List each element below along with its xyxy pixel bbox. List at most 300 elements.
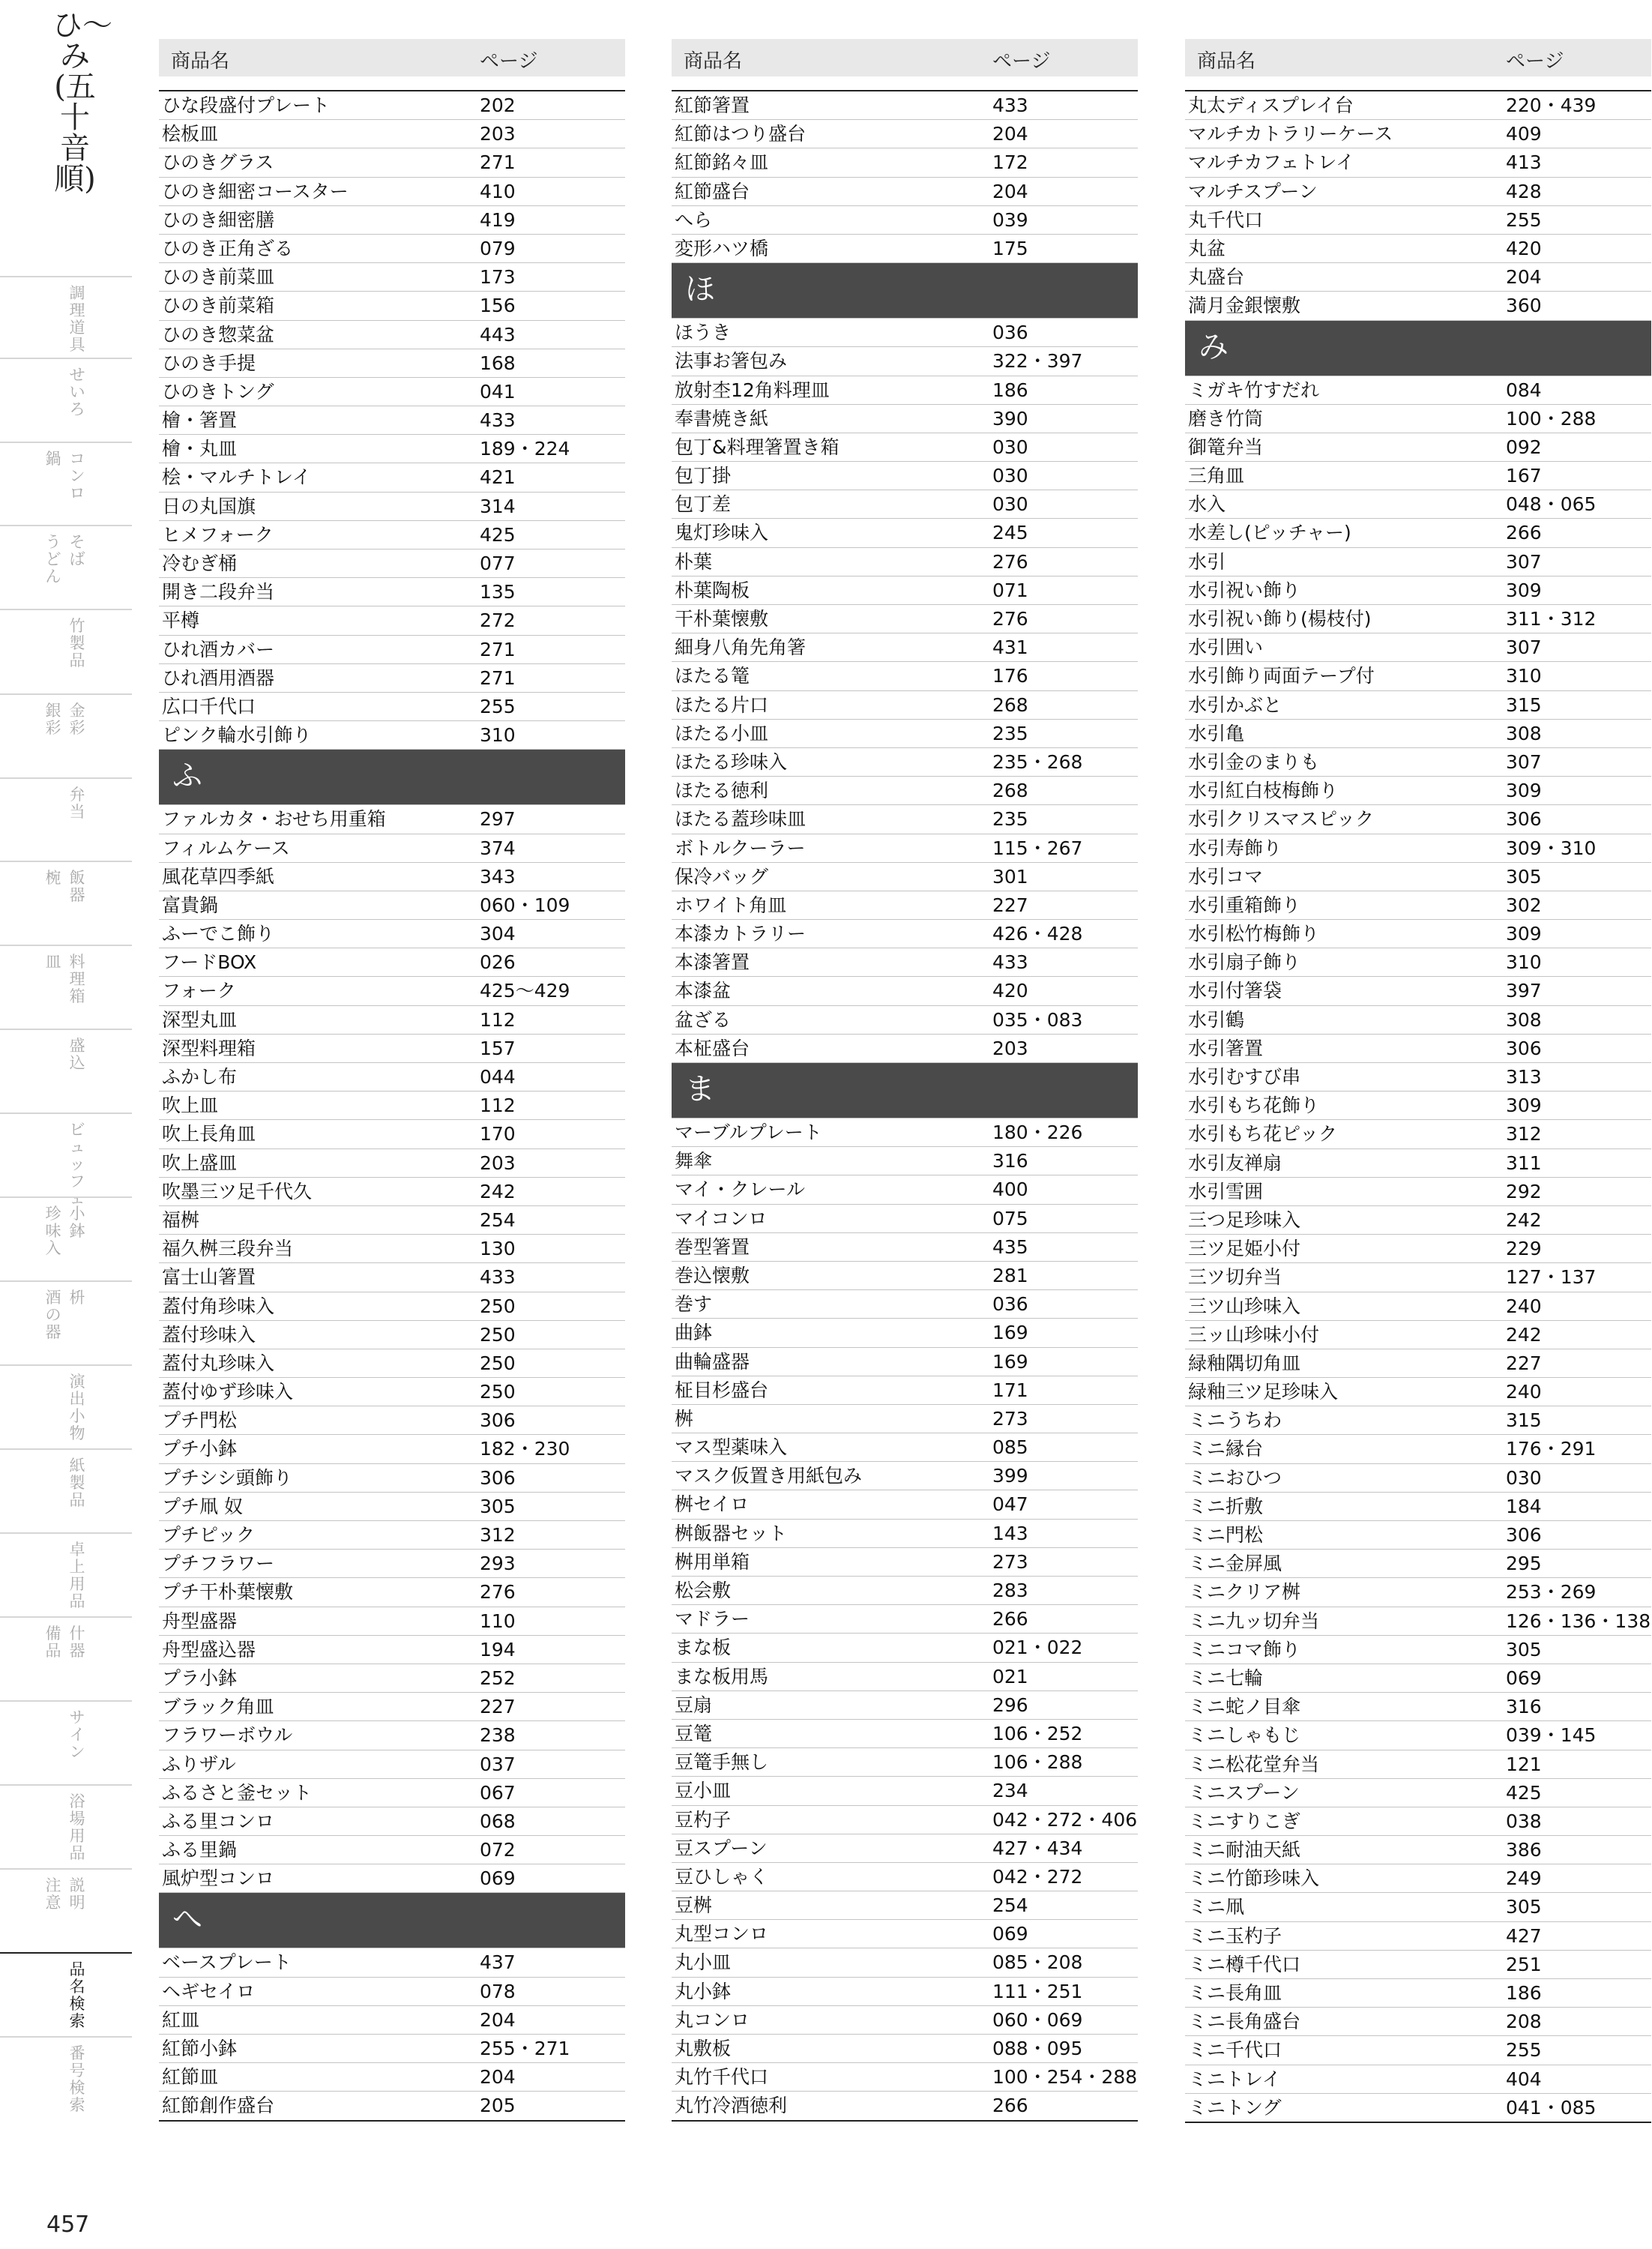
sidebar-category[interactable] — [0, 1029, 132, 1111]
index-row — [1185, 490, 1651, 519]
index-row — [1185, 748, 1651, 777]
product-name: 水引寿飾り — [1188, 837, 1282, 859]
product-name: ミニ松花堂弁当 — [1188, 1753, 1320, 1775]
product-name: 水引友禅扇 — [1188, 1151, 1282, 1174]
page-ref: 306 — [480, 1466, 516, 1489]
product-name: ふりザル — [162, 1753, 236, 1775]
product-name: まな板 — [675, 1637, 732, 1659]
section-kana: ま — [685, 1072, 715, 1107]
product-name: ミニ門松 — [1188, 1524, 1264, 1546]
product-name: プチフラワー — [162, 1553, 275, 1575]
index-row — [672, 834, 1138, 863]
page-ref: 130 — [480, 1238, 516, 1260]
page-ref: 276 — [992, 608, 1028, 630]
header-page: ページ — [992, 50, 1051, 73]
product-name: 吹墨三ツ足千代久 — [162, 1180, 313, 1202]
product-name: 本柾盛台 — [675, 1037, 750, 1059]
page-ref: 250 — [480, 1295, 516, 1317]
product-name: 風炉型コンロ — [162, 1867, 275, 1890]
index-row — [159, 378, 625, 406]
product-name: ミニ長角盛台 — [1188, 2011, 1301, 2033]
product-name: ひのき細密膳 — [162, 208, 275, 231]
index-row — [672, 691, 1138, 720]
sidebar-category[interactable] — [0, 1448, 132, 1531]
page-ref: 425 — [1506, 1781, 1542, 1804]
page-ref: 205 — [480, 2095, 516, 2117]
page-ref: 186 — [1506, 1982, 1542, 2004]
page-ref: 143 — [992, 1522, 1028, 1544]
page-ref: 255 — [1506, 2039, 1542, 2062]
index-row — [159, 292, 625, 320]
index-row — [672, 2092, 1138, 2121]
index-row — [159, 1006, 625, 1035]
page-ref: 204 — [992, 180, 1028, 202]
page-ref: 072 — [480, 1839, 516, 1861]
page-ref: 169 — [992, 1350, 1028, 1373]
section-kana: み — [1199, 329, 1229, 364]
index-row — [672, 1405, 1138, 1433]
index-row — [672, 633, 1138, 662]
product-name: 富士山箸置 — [162, 1266, 256, 1289]
product-name: 丸竹千代口 — [675, 2066, 769, 2089]
product-name: ミニトング — [1188, 2096, 1282, 2119]
page-ref: 203 — [992, 1037, 1028, 1059]
index-rows — [159, 90, 625, 2122]
page-ref: 229 — [1506, 1238, 1542, 1260]
index-row — [1185, 1063, 1651, 1092]
page-ref: 322・397 — [992, 350, 1083, 373]
product-name: ボトルクーラー — [675, 837, 806, 859]
sidebar-category[interactable] — [0, 1532, 132, 1615]
product-name: 丸小皿 — [675, 1951, 732, 1974]
index-row — [159, 863, 625, 891]
page-ref: 204 — [1506, 266, 1542, 289]
page-ref: 253・269 — [1506, 1581, 1597, 1604]
page-ref: 409 — [1506, 123, 1542, 145]
sidebar-category[interactable] — [0, 1196, 132, 1279]
product-name: ほたる片口 — [675, 693, 769, 716]
product-name: プチ門松 — [162, 1409, 238, 1432]
product-name: ミニ蛇ノ目傘 — [1188, 1696, 1301, 1718]
page-ref: 307 — [1506, 550, 1542, 573]
product-name: 三角皿 — [1188, 465, 1245, 487]
product-name: 紅節皿 — [162, 2066, 219, 2089]
index-row — [1185, 91, 1651, 120]
page-ref: 268 — [992, 780, 1028, 802]
sidebar-category[interactable] — [0, 777, 132, 860]
page-ref: 427 — [1506, 1924, 1542, 1947]
product-name: ミガキ竹すだれ — [1188, 379, 1320, 401]
product-name: 三つ足珍味入 — [1188, 1208, 1301, 1231]
sidebar-category[interactable] — [0, 1113, 132, 1208]
page-ref: 047 — [992, 1493, 1028, 1516]
index-row — [1185, 1721, 1651, 1750]
page-ref: 071 — [992, 579, 1028, 601]
product-name: 放射杢12角料理皿 — [675, 379, 830, 401]
index-row — [1185, 1636, 1651, 1664]
product-name: ひのき前菜箱 — [162, 295, 275, 317]
index-row — [1185, 433, 1651, 462]
product-name: ミニおひつ — [1188, 1466, 1282, 1489]
index-row — [672, 1978, 1138, 2006]
product-name: 細身八角先角箸 — [675, 636, 807, 659]
page-ref: 060・069 — [992, 2008, 1083, 2031]
page-ref: 039 — [992, 208, 1028, 231]
index-row — [672, 1748, 1138, 1777]
index-row — [159, 721, 625, 750]
index-row — [672, 1175, 1138, 1204]
product-name: 巻型箸置 — [675, 1235, 750, 1258]
sidebar-category[interactable] — [0, 1280, 132, 1363]
page-ref: 204 — [480, 2066, 516, 2089]
section-header — [672, 1063, 1138, 1119]
page-ref: 088・095 — [992, 2038, 1083, 2059]
page-ref: 037 — [480, 1753, 516, 1775]
sidebar-category[interactable] — [0, 2036, 132, 2119]
product-name: 朴葉陶板 — [675, 579, 750, 601]
index-row — [159, 891, 625, 920]
page-ref: 106・252 — [992, 1722, 1083, 1744]
product-name: ふる里鍋 — [162, 1839, 238, 1861]
page-ref: 069 — [1506, 1667, 1542, 1689]
index-row — [672, 347, 1138, 376]
sidebar-category[interactable] — [0, 609, 132, 691]
index-row — [159, 148, 625, 177]
page-ref: 194 — [480, 1638, 516, 1661]
index-row — [1185, 178, 1651, 206]
page-ref: 273 — [992, 1407, 1028, 1430]
page-ref: 085・208 — [992, 1951, 1083, 1974]
page-ref: 268 — [992, 693, 1028, 716]
index-row — [1185, 691, 1651, 720]
product-name: ミニ七輪 — [1188, 1667, 1264, 1689]
page-ref: 250 — [480, 1381, 516, 1403]
page-ref: 044 — [480, 1066, 516, 1088]
page-ref: 266 — [1506, 522, 1542, 544]
index-row — [159, 550, 625, 578]
page-ref: 021 — [992, 1665, 1028, 1687]
page-ref: 156 — [480, 295, 516, 317]
sidebar-category-label: 紙製品 — [69, 1457, 85, 1509]
product-name: ミニスプーン — [1188, 1781, 1300, 1804]
page-ref: 254 — [992, 1894, 1028, 1917]
index-row — [672, 1233, 1138, 1262]
page-ref: 276 — [480, 1581, 516, 1604]
index-row — [1185, 1035, 1651, 1063]
index-row — [672, 1720, 1138, 1748]
page-ref: 167 — [1506, 465, 1542, 487]
index-row — [672, 178, 1138, 206]
product-name: ひれ酒用酒器 — [162, 666, 275, 689]
page-ref: 038 — [1506, 1810, 1542, 1832]
index-row — [672, 1205, 1138, 1233]
page-ref: 443 — [480, 323, 516, 346]
page-ref: 428 — [1506, 180, 1542, 202]
page-ref: 042・272・406 — [992, 1808, 1138, 1831]
page-ref: 305 — [1506, 865, 1542, 888]
index-row — [159, 1607, 625, 1636]
page-ref: 427・434 — [992, 1837, 1083, 1859]
index-row — [672, 1462, 1138, 1490]
page-ref: 060・109 — [480, 894, 570, 916]
page-ref: 026 — [480, 951, 516, 974]
index-row — [159, 1693, 625, 1721]
product-name: 舟型盛器 — [162, 1610, 238, 1632]
index-row — [1185, 1349, 1651, 1378]
page-ref: 036 — [992, 322, 1028, 344]
page-ref: 021・022 — [992, 1637, 1083, 1659]
index-row — [1185, 292, 1651, 320]
product-name: 舟型盛込器 — [162, 1638, 256, 1661]
index-row — [672, 405, 1138, 433]
sidebar-category-label: 演出小物 — [69, 1373, 85, 1442]
page-ref: 234 — [992, 1780, 1028, 1802]
product-name: 豆桝 — [675, 1894, 713, 1917]
index-row — [672, 1433, 1138, 1462]
page-ref: 271 — [480, 666, 516, 689]
sidebar-category[interactable] — [0, 1616, 132, 1699]
page-ref: 235 — [992, 808, 1028, 831]
product-name: 吹上皿 — [162, 1095, 219, 1117]
product-name: ほうき — [675, 322, 732, 344]
product-name: マルチスプーン — [1188, 180, 1318, 202]
product-name: ほたる小皿 — [675, 722, 769, 744]
product-name: ミニすりこぎ — [1188, 1810, 1301, 1832]
page-ref: 397 — [1506, 980, 1542, 1002]
index-row — [1185, 777, 1651, 805]
sidebar-category-sublabel: 注意 — [45, 1876, 61, 1912]
page-ref: 433 — [480, 1266, 516, 1289]
page-ref: 235・268 — [992, 750, 1083, 773]
product-name: ふーでこ飾り — [162, 923, 275, 945]
sidebar-category-sublabel: 珍味入 — [45, 1205, 61, 1257]
index-row — [159, 1807, 625, 1836]
sidebar-category[interactable] — [0, 693, 132, 776]
sidebar-category[interactable] — [0, 1952, 132, 2035]
page-ref: 312 — [480, 1524, 516, 1546]
index-row — [159, 1378, 625, 1406]
index-row — [672, 519, 1138, 547]
product-name: 水引祝い飾り(楊枝付) — [1188, 608, 1372, 630]
page-ref: 092 — [1506, 436, 1542, 458]
page-ref: 309 — [1506, 1095, 1542, 1117]
sidebar-category[interactable] — [0, 442, 132, 524]
page-ref: 030 — [992, 465, 1028, 487]
page-ref: 435 — [992, 1235, 1028, 1258]
sidebar-category-label: 小鉢 — [69, 1205, 85, 1240]
index-row — [159, 920, 625, 948]
product-name: 水引付箸袋 — [1188, 980, 1282, 1002]
sidebar-category[interactable] — [0, 861, 132, 943]
page-ref: 272 — [480, 609, 516, 632]
index-row — [1185, 1922, 1651, 1951]
section-header — [159, 750, 625, 805]
page-ref: 271 — [480, 638, 516, 660]
page-ref: 304 — [480, 923, 516, 945]
page-ref: 301 — [992, 865, 1028, 888]
section-kana: ほ — [685, 272, 715, 307]
index-row — [1185, 1006, 1651, 1035]
page-ref: 220・439 — [1506, 94, 1597, 116]
page-ref: 410 — [480, 180, 516, 202]
page-ref: 242 — [480, 1180, 516, 1202]
product-name: マス型薬味入 — [675, 1436, 788, 1459]
page-ref: 306 — [1506, 808, 1542, 831]
product-name: 水引もち花ピック — [1188, 1123, 1338, 1145]
page-ref: 030 — [992, 493, 1028, 516]
index-row — [672, 1290, 1138, 1319]
index-row — [159, 977, 625, 1005]
product-name: ミニしゃもじ — [1188, 1724, 1301, 1747]
sidebar-category-label: ビュッフェ — [69, 1121, 85, 1208]
sidebar-category[interactable] — [0, 945, 132, 1027]
sidebar-category-label: 什器 — [69, 1625, 85, 1660]
product-name: ひのきトング — [162, 380, 274, 403]
page-ref: 067 — [480, 1781, 516, 1804]
index-row — [672, 920, 1138, 948]
product-name: プチピック — [162, 1524, 256, 1546]
page-ref: 127・137 — [1506, 1266, 1597, 1289]
sidebar-category[interactable] — [0, 1784, 132, 1867]
product-name: 水引もち花飾り — [1188, 1095, 1320, 1117]
sidebar-category[interactable] — [0, 525, 132, 607]
index-row — [159, 636, 625, 664]
page-ref: 048・065 — [1506, 493, 1597, 516]
product-name: 水引亀 — [1188, 722, 1245, 744]
product-name: 蓋付ゆず珍味入 — [162, 1381, 294, 1403]
page-ref: 186 — [992, 379, 1028, 401]
page-ref: 242 — [1506, 1323, 1542, 1346]
index-row — [1185, 891, 1651, 920]
page-ref: 135 — [480, 581, 516, 603]
header-name: 商品名 — [171, 50, 230, 73]
index-row — [1185, 376, 1651, 405]
sidebar — [0, 0, 132, 2238]
index-row — [1185, 1693, 1651, 1721]
sidebar-category[interactable] — [0, 1868, 132, 1951]
page-ref: 295 — [1506, 1553, 1542, 1575]
page-ref: 254 — [480, 1208, 516, 1231]
sidebar-category-label: そば — [69, 533, 85, 568]
product-name: マルチカフェトレイ — [1188, 151, 1355, 174]
page-ref: 310 — [1506, 665, 1542, 687]
index-row — [672, 462, 1138, 490]
product-name: プチ干朴葉懐敷 — [162, 1581, 294, 1604]
page-ref: 433 — [992, 951, 1028, 974]
index-row — [672, 2035, 1138, 2063]
product-name: 水引金のまりも — [1188, 750, 1320, 773]
product-name: ミニ千代口 — [1188, 2039, 1282, 2062]
product-name: 冷むぎ桶 — [162, 553, 238, 574]
page-ref: 110 — [480, 1610, 516, 1632]
page-ref: 035・083 — [992, 1008, 1083, 1031]
product-name: ミニ縁台 — [1188, 1438, 1264, 1460]
page-ref: 433 — [992, 94, 1028, 116]
index-row — [672, 2006, 1138, 2035]
index-row — [159, 578, 625, 606]
index-row — [1185, 1464, 1651, 1493]
page-ref: 313 — [1506, 1066, 1542, 1088]
sidebar-category[interactable] — [0, 1700, 132, 1783]
page-ref: 399 — [992, 1465, 1028, 1487]
product-name: 松会敷 — [675, 1580, 732, 1601]
product-name: 桧・マルチトレイ — [162, 466, 311, 489]
sidebar-category-label: コンロ — [69, 450, 85, 502]
page-ref: 227 — [480, 1696, 516, 1718]
index-row — [159, 1435, 625, 1463]
index-row — [1185, 1550, 1651, 1578]
index-row — [672, 748, 1138, 777]
page-ref: 242 — [1506, 1208, 1542, 1231]
index-row — [1185, 1607, 1651, 1636]
sidebar-category[interactable] — [0, 276, 132, 358]
page-ref: 308 — [1506, 1008, 1542, 1031]
page-ref: 308 — [1506, 722, 1542, 744]
index-row — [159, 1321, 625, 1349]
page-ref: 112 — [480, 1008, 516, 1031]
section-header — [1185, 321, 1651, 376]
index-row — [159, 693, 625, 721]
index-row — [159, 1349, 625, 1378]
product-name: 水引囲い — [1188, 636, 1264, 659]
product-name: 桝用単箱 — [675, 1550, 750, 1573]
sidebar-category-label: 竹製品 — [69, 617, 85, 669]
sidebar-category[interactable] — [0, 1364, 132, 1447]
index-row — [1185, 405, 1651, 433]
index-row — [159, 1750, 625, 1779]
index-row — [1185, 206, 1651, 235]
index-row — [159, 349, 625, 378]
index-row — [159, 521, 625, 550]
index-row — [1185, 1092, 1651, 1120]
sidebar-category-label: 品名検索 — [69, 1960, 85, 2030]
sidebar-category-sublabel: うどん — [45, 533, 61, 585]
index-row — [1185, 2036, 1651, 2065]
index-row — [1185, 1493, 1651, 1521]
index-row — [1185, 1435, 1651, 1463]
page-ref: 168 — [480, 352, 516, 374]
product-name: 水引祝い飾り — [1188, 579, 1301, 601]
product-name: 水引紅白枝梅飾り — [1188, 780, 1339, 802]
product-name: ほたる蓋珍味皿 — [675, 808, 807, 831]
index-row — [672, 1319, 1138, 1347]
index-row — [1185, 1521, 1651, 1550]
index-row — [159, 1149, 625, 1178]
index-row — [672, 891, 1138, 920]
product-name: ピンク輪水引飾り — [162, 724, 312, 747]
page-ref: 419 — [480, 208, 516, 231]
index-row — [1185, 1864, 1651, 1893]
index-row — [1185, 576, 1651, 605]
index-row — [159, 834, 625, 863]
sidebar-category-label: 金彩 — [69, 702, 85, 737]
sidebar-category[interactable] — [0, 358, 132, 440]
page-ref: 238 — [480, 1724, 516, 1747]
page-ref: 293 — [480, 1553, 516, 1575]
product-name: 柾目杉盛台 — [675, 1379, 769, 1401]
table-header — [1185, 39, 1651, 76]
index-row — [159, 1779, 625, 1807]
product-name: ふかし布 — [162, 1066, 238, 1088]
product-name: ふる里コンロ — [162, 1810, 275, 1832]
index-row — [672, 863, 1138, 891]
page-ref: 189・224 — [480, 438, 570, 460]
index-column-3 — [1185, 39, 1651, 2123]
index-row — [1185, 548, 1651, 576]
product-name: 檜・丸皿 — [162, 438, 238, 460]
index-row — [159, 120, 625, 148]
product-name: ヘギセイロ — [162, 1980, 256, 2002]
